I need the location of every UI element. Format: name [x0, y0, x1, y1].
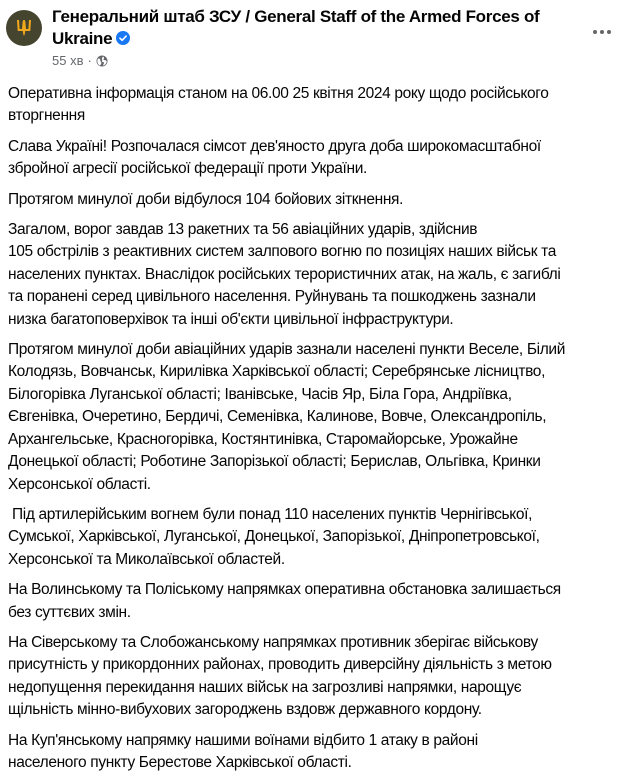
more-options-button[interactable] — [586, 24, 618, 40]
text-line: 105 обстрілів з реактивних систем залпового вогню по позиціях наших військ та — [8, 243, 556, 261]
text-line: низка багатоповерхівок та інші об'єкти цивільної інфраструктури. — [8, 310, 454, 328]
text-line: Євгенівка, Очеретино, Бердичі, Семенівка, Калинове, Вовче, Олександропіль, — [8, 408, 547, 426]
ellipsis-icon-dot — [607, 30, 611, 34]
paragraph-strikes-summary — [8, 219, 624, 331]
author-name[interactable] — [52, 6, 552, 50]
text-line: Оперативна інформація станом на 06.00 25 квітня 2024 року щодо російського — [8, 85, 549, 102]
text-line: населених пунктах. Внаслідок російських терористичних атак, на жаль, є загиблі — [8, 265, 561, 283]
paragraph-greeting — [8, 136, 624, 181]
text-line: Донецької області; Роботине Запорізької області; Берислав, Ольгівка, Кринки — [8, 453, 541, 471]
text-line: Сумської, Харківської, Луганської, Донецької, Запорізької, Дніпропетровської, — [8, 528, 540, 546]
author-name-line2: Ukraine — [52, 29, 113, 48]
paragraph-siversk-slobozhansk — [8, 632, 624, 722]
post-header — [0, 0, 630, 80]
paragraph-clashes — [8, 189, 624, 211]
paragraph-volyn-polissia — [8, 579, 624, 624]
text-line: без суттєвих змін. — [8, 603, 131, 621]
text-line: Колодязь, Вовчанськ, Кирилівка Харківської області; Серебрянське лісництво, — [8, 363, 546, 381]
paragraph-air-strikes — [8, 339, 624, 496]
text-line: Херсонської та Миколаївської областей. — [8, 550, 285, 568]
text-line: та поранені серед цивільного населення. Руйнувань та пошкоджень зазнали — [8, 288, 536, 306]
text-line: Протягом минулої доби авіаційних ударів зазнали населені пункти Веселе, Білий — [8, 341, 566, 359]
text-line: збройної агресії російської федерації проти України. — [8, 160, 367, 178]
text-line: Херсонської області. — [8, 475, 151, 493]
text-line: На Волинському та Поліському напрямках оперативна обстановка залишається — [8, 581, 561, 599]
author-name-line1: Генеральний штаб ЗСУ / General Staff of the Armed Forces of — [52, 7, 540, 26]
text-line: вторгнення — [8, 107, 85, 125]
paragraph-artillery — [8, 504, 624, 571]
ellipsis-icon-dot — [593, 30, 597, 34]
text-line: Слава Україні! Розпочалася сімсот дев'яносто друга доба широкомасштабної — [8, 137, 541, 155]
post-meta — [52, 52, 552, 70]
text-line: Загалом, ворог завдав 13 ракетних та 56 авіаційних ударів, здійснив — [8, 221, 478, 239]
text-line: Білогорівка Луганської області; Іванівське, Часів Яр, Біла Гора, Андріївка, — [8, 385, 512, 403]
text-line: Протягом минулої доби відбулося 104 бойових зіткнення. — [8, 190, 404, 208]
text-line: присутність у прикордонних районах, проводить диверсійну діяльність з метою — [8, 656, 552, 674]
text-line: Архангельське, Красногорівка, Костянтинівка, Старомайорське, Урожайне — [8, 430, 518, 448]
ellipsis-icon-dot — [600, 30, 604, 34]
post-body — [8, 83, 624, 782]
avatar[interactable] — [6, 10, 42, 46]
text-line: На Куп'янському напрямку нашими воїнами відбито 1 атаку в районі — [8, 731, 478, 749]
text-line: недопущення перекидання наших військ на загрозливі напрямки, нарощує — [8, 678, 522, 696]
text-line: На Сіверському та Слобожанському напрямках противник зберігає військову — [8, 633, 538, 651]
text-line: населеного пункту Берестове Харківської області. — [8, 753, 352, 771]
author-block — [52, 6, 552, 70]
globe-icon[interactable] — [96, 55, 108, 67]
verified-badge-icon — [116, 31, 130, 45]
paragraph-title — [8, 83, 624, 128]
post-timestamp[interactable]: 55 хв — [52, 53, 84, 68]
text-line: Під артилерійським вогнем були понад 110 населених пунктів Чернігівської, — [8, 505, 533, 523]
meta-separator: · — [87, 53, 92, 68]
trident-emblem-icon — [16, 19, 32, 37]
text-line: щільність мінно-вибухових загороджень вздовж державного кордону. — [8, 701, 482, 719]
